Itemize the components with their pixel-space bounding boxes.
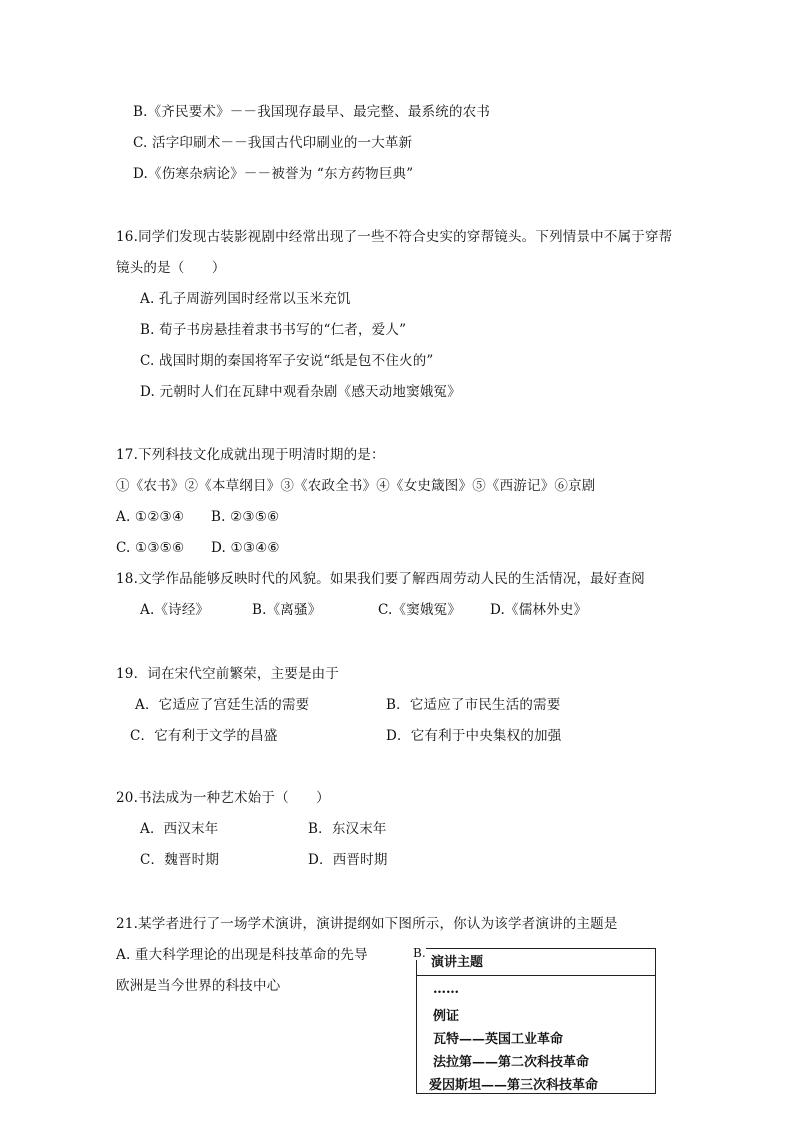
q16-option-d: D. 元朝时人们在瓦肆中观看杂剧《感天动地窦娥冤》 [140,384,461,400]
q17-option-d: D. ①③④⑥ [211,540,280,556]
q18-option-d: D.《儒林外史》 [490,602,588,618]
q20-option-c: C．魏晋时期 [140,852,220,868]
q16-stem-line2: 镜头的是（ ） [116,260,226,276]
q20-option-a: A．西汉末年 [140,821,219,837]
q15-option-d: D.《伤寒杂病论》－－被誉为 “东方药物巨典” [133,166,414,182]
q17-option-c: C. ①③⑤⑥ [116,540,185,556]
q20-option-b: B．东汉末年 [308,821,387,837]
q16-option-c: C. 战国时期的秦国将军子安说“纸是包不住火的” [140,353,434,369]
q16-option-a: A. 孔子周游列国时经常以玉米充饥 [140,291,351,307]
q21-option-a: A. 重大科学理论的出现是科技革命的先导 [116,947,368,963]
q19-option-c: C．它有利于文学的昌盛 [130,728,278,744]
q19-stem: 19．词在宋代空前繁荣，主要是由于 [116,666,340,682]
q20-stem: 20.书法成为一种艺术始于（ ） [116,790,330,806]
q19-option-a: A．它适应了宫廷生活的需要 [135,697,310,713]
outline-row-watt-text: 瓦特——英国工业革命 [433,1032,564,1047]
q19-option-d: D．它有利于中央集权的加强 [386,728,562,744]
q21-option-a-continued: 欧洲是当今世界的科技中心 [116,978,281,994]
q16-option-b: B. 荀子书房悬挂着隶书书写的“仁者，爱人” [140,322,407,338]
q16-stem-line1: 16.同学们发现古装影视剧中经常出现了一些不符合史实的穿帮镜头。下列情景中不属于穿帮 [116,229,673,245]
q21-option-b-label: B. [413,946,426,960]
outline-row-faraday: 法拉第——第二次科技革命 [433,1055,590,1070]
q19-option-b: B．它适应了市民生活的需要 [386,697,561,713]
q17-items: ①《农书》②《本草纲目》③《农政全书》④《女史箴图》⑤《西游记》⑥京剧 [116,478,596,494]
outline-title: 演讲主题 [417,949,655,976]
outline-ellipsis: …… [433,982,459,997]
outline-row-einstein: 爱因斯坦——第三次科技革命 [429,1078,599,1093]
q15-option-c: C. 活字印刷术－－我国古代印刷业的一大革新 [133,135,413,151]
q20-option-d: D．西晋时期 [308,852,388,868]
q18-stem: 18.文学作品能够反映时代的风貌。如果我们要了解西周劳动人民的生活情况，最好查阅 [116,571,645,587]
q15-option-b: B.《齐民要术》－－我国现存最早、最完整、最系统的农书 [133,104,491,120]
lecture-outline-box [416,948,656,1094]
q18-option-a: A.《诗经》 [140,602,210,618]
q21-stem: 21.某学者进行了一场学术演讲，演讲提纲如下图所示，你认为该学者演讲的主题是 [116,916,618,932]
q17-option-a: A. ①②③④ [116,509,185,525]
q18-option-b: B.《离骚》 [252,602,322,618]
q17-option-b: B. ②③⑤⑥ [211,509,280,525]
q17-stem: 17.下列科技文化成就出现于明清时期的是： [116,447,385,463]
q18-option-c: C.《窦娥冤》 [378,602,462,618]
outline-examples-label: 例证 [433,1009,460,1024]
